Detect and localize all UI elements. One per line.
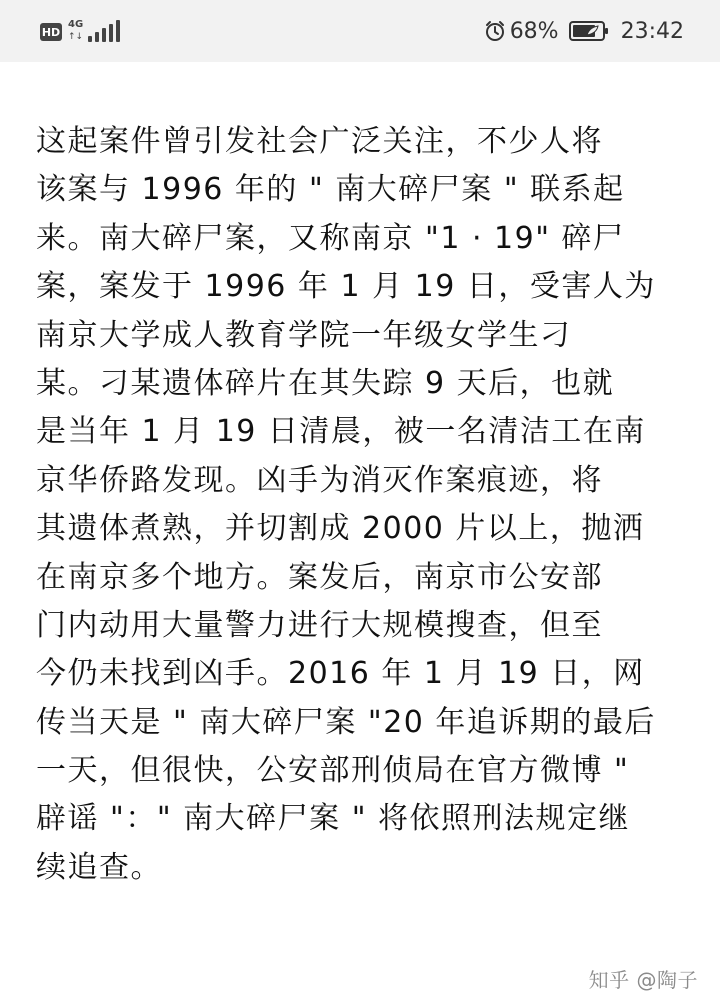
article-line: 其遗体煮熟，并切割成 2000 片以上，抛洒 [36,511,645,547]
battery-percent: 68% [509,18,559,44]
article-line: 传当天是 " 南大碎尸案 "20 年追诉期的最后 [36,704,656,740]
article-line: 在南京多个地方。案发后，南京市公安部 [36,559,603,595]
article-line: 门内动用大量警力进行大规模搜查，但至 [36,607,603,643]
article-line: 续追查。 [36,849,162,885]
article-line: 这起案件曾引发社会广泛关注，不少人将 [36,124,603,159]
article-line: 南京大学成人教育学院一年级女学生刁 [36,317,572,353]
status-bar [0,0,720,62]
article-line: 是当年 1 月 19 日清晨，被一名清洁工在南 [36,414,646,450]
alarm-icon [484,20,506,42]
signal-bar [95,32,99,42]
article-line: 某。刁某遗体碎片在其失踪 9 天后，也就 [36,365,615,401]
article-line: 一天，但很快，公安部刑侦局在官方微博 " [36,753,630,789]
article-line: 来。南大碎尸案，又称南京 "1 · 19" 碎尸 [36,220,625,256]
article-line: 辟谣 "：" 南大碎尸案 " 将依照刑法规定继 [36,801,631,837]
network-arrows-icon: ↑↓ [68,32,84,42]
network-type-label: 4G [68,19,84,30]
article-body [36,118,696,892]
signal-bar [102,28,106,42]
signal-bar [109,24,113,42]
signal-icon [68,20,130,44]
status-left [40,20,130,44]
battery-icon [569,20,609,42]
signal-bar [116,20,120,42]
clock-time: 23:42 [620,18,684,44]
article-line: 京华侨路发现。凶手为消灭作案痕迹，将 [36,462,603,498]
status-right [484,16,684,46]
article-line: 该案与 1996 年的 " 南大碎尸案 " 联系起 [36,172,625,208]
article-line: 今仍未找到凶手。2016 年 1 月 19 日，网 [36,656,645,692]
watermark: 知乎 @陶子 [588,968,698,992]
hd-icon: HD [40,23,62,41]
signal-bar [88,36,92,42]
article-line: 案，案发于 1996 年 1 月 19 日，受害人为 [36,269,656,305]
